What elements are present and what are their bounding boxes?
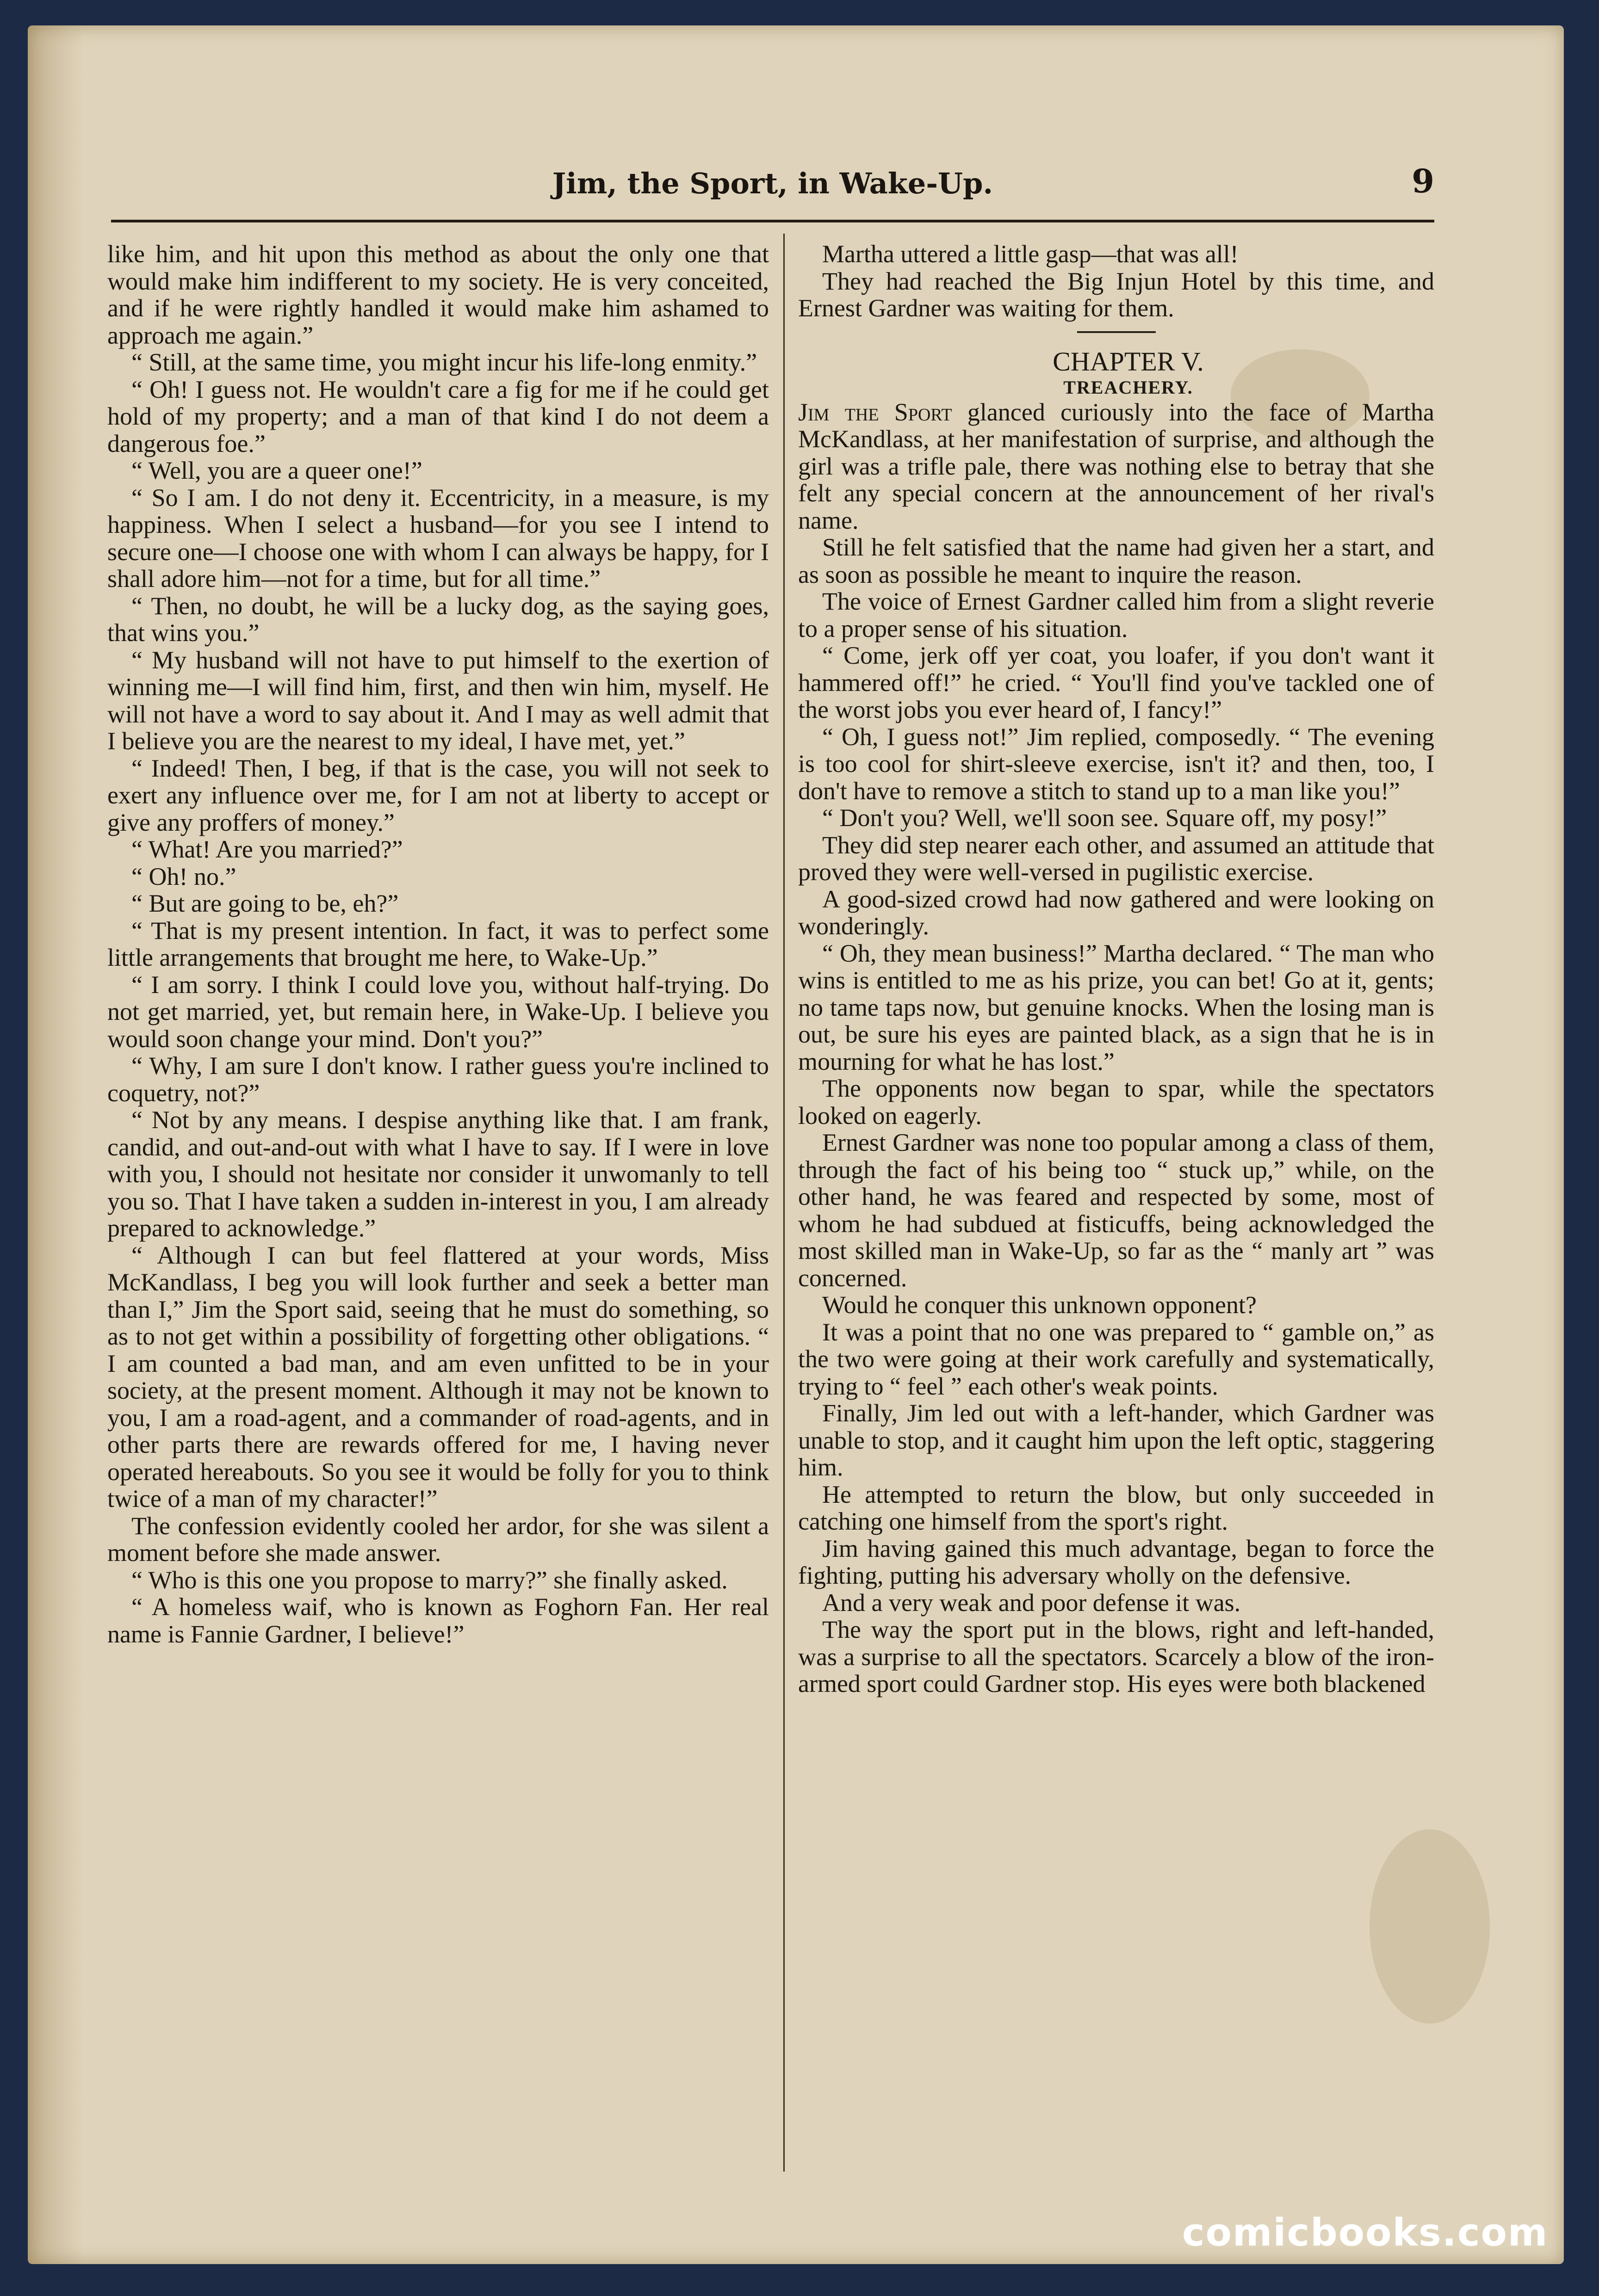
paragraph: “ Oh, they mean business!” Martha declared. “ The man who wins is entitled to me as his prize, you can bet! Go at it, gents; no tame taps now, but genuine knocks. When the losing man is out, be sure his eyes are painted black, as a sign that he is in mourning for what he has lost.” <box>798 939 1434 1075</box>
paragraph: “ My husband will not have to put himself to the exertion of winning me—I will find him, first, and then win him, myself. He will not have a word to say about it. And I may as well admit that I believe you are the nearest to my ideal, I have met, yet.” <box>107 646 769 755</box>
paragraph: The opponents now began to spar, while the spectators looked on eagerly. <box>798 1074 1434 1129</box>
page-number: 9 <box>1412 162 1434 200</box>
paragraph: A good-sized crowd had now gathered and were looking on wonderingly. <box>798 885 1434 940</box>
paragraph: “ What! Are you married?” <box>131 835 403 863</box>
book-page <box>28 25 1564 2264</box>
paragraph: Ernest Gardner was none too popular among a class of them, through the fact of his being too “ stuck up,” while, on the other hand, he was feared and respected by some, most of whom he had subdued at fisticuffs, being acknowledged the most skilled man in Wake-Up, so far as the “ manly art ” was concerned. <box>798 1129 1434 1292</box>
paragraph: Jim having gained this much advantage, began to force the fighting, putting his adversary wholly on the defensive. <box>798 1534 1434 1589</box>
paragraph: Martha uttered a little gasp—that was all! <box>822 240 1239 268</box>
paragraph: “ Although I can but feel flattered at your words, Miss McKandlass, I beg you will look further and seek a better man than I,” Jim the Sport said, seeing that he must do something, so as to not get within a possibility of forgetting other obligations. “ I am counted a bad man, and am even unfitted to be in your society, at the present moment. Although it may not be known to you, I am a road-agent, and a commander of road-agents, and in other parts there are rewards offered for me, I having never operated hereabouts. So you see it would be folly for you to think twice of a man of my character!” <box>107 1241 769 1512</box>
paragraph: They had reached the Big Injun Hotel by this time, and Ernest Gardner was waiting for them. <box>798 267 1434 322</box>
paragraph: Still he felt satisfied that the name had given her a start, and as soon as possible he meant to inquire the reason. <box>798 533 1434 588</box>
right-column <box>798 241 1434 2169</box>
running-head <box>111 153 1434 222</box>
paragraph: “ That is my present intention. In fact, it was to perfect some little arrangements that brought me here, to Wake-Up.” <box>107 916 769 971</box>
paragraph: He attempted to return the blow, but only succeeded in catching one himself from the sport's right. <box>798 1480 1434 1535</box>
paragraph: “ Why, I am sure I don't know. I rather guess you're inclined to coquetry, not?” <box>107 1052 769 1107</box>
paragraph: “ Oh, I guess not!” Jim replied, composedly. “ The evening is too cool for shirt-sleeve exercise, isn't it? and then, too, I don't have to remove a stitch to stand up to a man like you!” <box>798 722 1434 805</box>
paragraph: “ I am sorry. I think I could love you, without half-trying. Do not get married, yet, but remain here, in Wake-Up. I believe you would soon change your mind. Don't you?” <box>107 970 769 1053</box>
paragraph: “ Still, at the same time, you might incur his life-long enmity.” <box>131 348 757 376</box>
paragraph: “ Then, no doubt, he will be a lucky dog, as the saying goes, that wins you.” <box>107 592 769 647</box>
page-title: Jim, the Sport, in Wake-Up. <box>552 167 993 200</box>
page-shading <box>28 25 83 2264</box>
paragraph: They did step nearer each other, and assumed an attitude that proved they were well-versed in pugilistic exercise. <box>798 831 1434 886</box>
paragraph: And a very weak and poor defense it was. <box>822 1588 1241 1617</box>
paragraph: “ Who is this one you propose to marry?” she finally asked. <box>131 1566 728 1594</box>
paragraph: “ Oh! no.” <box>131 862 236 890</box>
header-rule <box>111 220 1434 222</box>
paragraph: “ Indeed! Then, I beg, if that is the case, you will not seek to exert any influence over me, for I am not at liberty to accept or give any proffers of money.” <box>107 754 769 836</box>
paragraph: Would he conquer this unknown opponent? <box>822 1291 1257 1319</box>
paragraph: “ So I am. I do not deny it. Eccentricity, in a measure, is my happiness. When I select a husband—for you see I intend to secure one—I choose one with whom I can always be happy, for I shall adore him—not for a time, but for all time.” <box>107 483 769 593</box>
paragraph: The voice of Ernest Gardner called him from a slight reverie to a proper sense of his situation. <box>798 587 1434 642</box>
chapter-divider <box>1077 331 1156 333</box>
chapter-title: TREACHERY. <box>1063 376 1193 398</box>
watermark-logo: comicbooks.com <box>1182 2211 1549 2255</box>
column-rule <box>783 234 785 2172</box>
opening-name: Jim the Sport <box>798 398 952 426</box>
paragraph: The way the sport put in the blows, right and left-handed, was a surprise to all the spectators. Scarcely a blow of the iron-armed sport could Gardner stop. His eyes were both blackened <box>798 1616 1434 1697</box>
paragraph: “ Not by any means. I despise anything like that. I am frank, candid, and out-and-out with what I have to say. If I were in love with you, I should not hesitate nor consider it unwomanly to tell you so. That I have taken a sudden in-interest in you, I am already prepared to acknowledge.” <box>107 1106 769 1242</box>
left-column <box>107 241 769 2169</box>
paragraph: “ Well, you are a queer one!” <box>131 457 422 484</box>
paragraph: “ Don't you? Well, we'll soon see. Square off, my posy!” <box>822 804 1387 832</box>
opening-text: glanced curiously into the face of Martha McKandlass, at her manifestation of surprise, and although the girl was a trifle pale, there was nothing else to betray that she felt any special concern at the announcement of her rival's name. <box>798 398 1434 534</box>
chapter-heading: CHAPTER V. <box>1053 346 1204 376</box>
paragraph: “ But are going to be, eh?” <box>131 889 399 917</box>
paragraph: The confession evidently cooled her ardor, for she was silent a moment before she made answer. <box>107 1512 769 1567</box>
paragraph: “ Oh! I guess not. He wouldn't care a fig for me if he could get hold of my property; and a man of that kind I do not deem a dangerous foe.” <box>107 375 769 457</box>
paragraph: like him, and hit upon this method as about the only one that would make him indifferent to my society. He is very conceited, and if he were rightly handled it would make him ashamed to approach me again.” <box>107 240 769 349</box>
chapter-opening-paragraph <box>798 399 1434 534</box>
paragraph: Finally, Jim led out with a left-hander, which Gardner was unable to stop, and it caught him upon the left optic, staggering him. <box>798 1399 1434 1481</box>
paragraph: It was a point that no one was prepared to “ gamble on,” as the two were going at their work carefully and systematically, trying to “ feel ” each other's weak points. <box>798 1318 1434 1400</box>
paragraph: “ A homeless waif, who is known as Foghorn Fan. Her real name is Fannie Gardner, I believe!” <box>107 1593 769 1648</box>
paragraph: “ Come, jerk off yer coat, you loafer, if you don't want it hammered off!” he cried. “ You'll find you've tackled one of the worst jobs you ever heard of, I fancy!” <box>798 642 1434 723</box>
